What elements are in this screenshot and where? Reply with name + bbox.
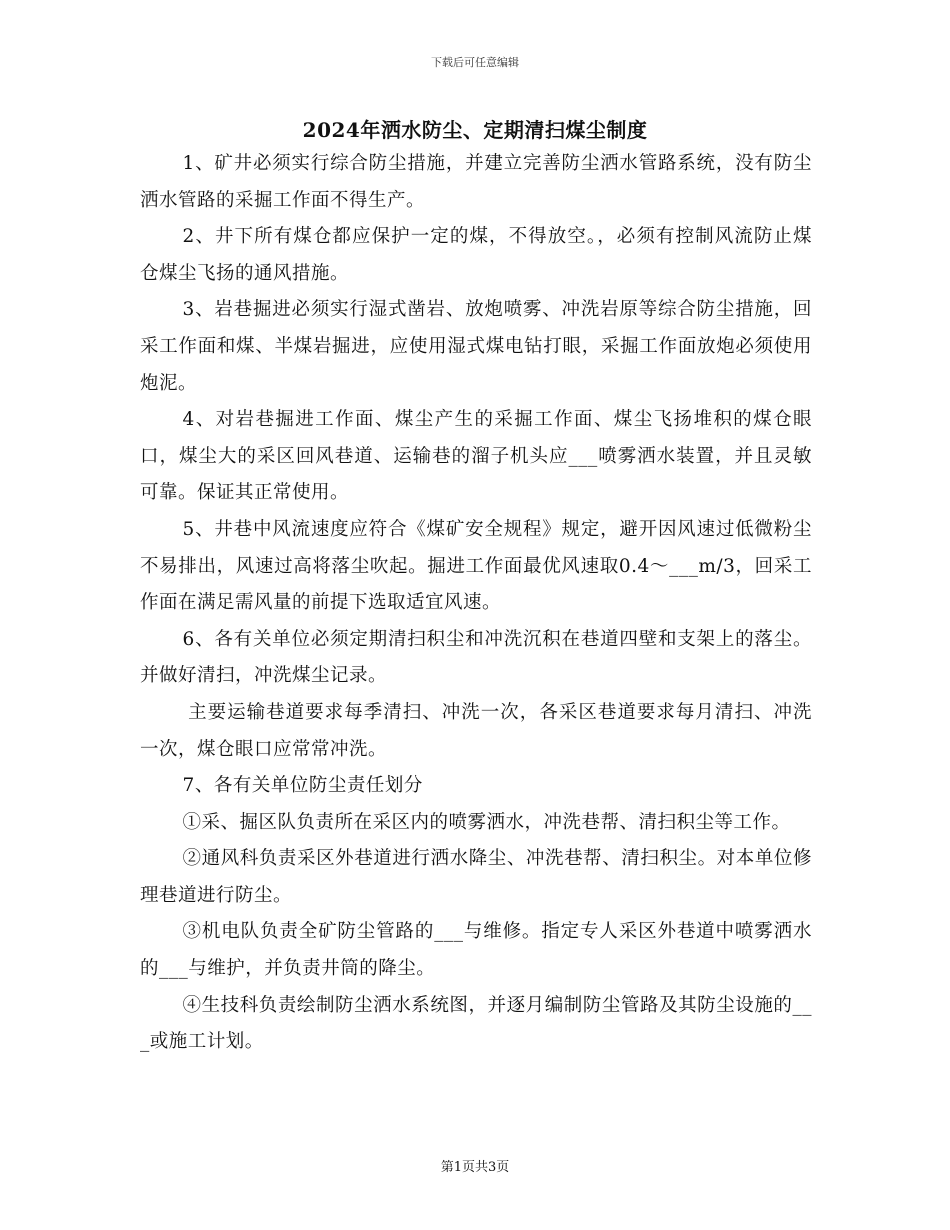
paragraph-duty-2: ②通风科负责采区外巷道进行洒水降尘、冲洗巷帮、清扫积尘。对本单位修理巷道进行防尘。 — [140, 848, 812, 906]
page-number: 第1页共3页 — [440, 1160, 510, 1175]
paragraph-6: 6、各有关单位必须定期清扫积尘和冲洗沉积在巷道四壁和支架上的落尘。并做好清扫，冲洗煤尘记录。 — [140, 628, 812, 687]
document-title: 2024年洒水防尘、定期清扫煤尘制度 — [302, 118, 648, 142]
paragraph-5: 5、井巷中风流速度应符合《煤矿安全规程》规定，避开因风速过低微粉尘不易排出，风速过高将落尘吹起。掘进工作面最优风速取0.4～___m/3，回采工作面在满足需风量的前提下选取适宜风速。 — [140, 518, 812, 614]
paragraph-duty-4: ④生技科负责绘制防尘洒水系统图，并逐月编制防尘管路及其防尘设施的___或施工计划。 — [140, 994, 812, 1053]
page-header-note: 下载后可任意编辑 — [431, 56, 519, 69]
paragraph-7: 7、各有关单位防尘责任划分 — [182, 775, 423, 797]
paragraph-1: 1、矿井必须实行综合防尘措施，并建立完善防尘洒水管路系统，没有防尘洒水管路的采掘工作面不得生产。 — [140, 153, 812, 211]
paragraph-transport-roadway: 主要运输巷道要求每季清扫、冲洗一次，各采区巷道要求每月清扫、冲洗一次，煤仓眼口应常常冲洗。 — [140, 701, 812, 760]
paragraph-4: 4、对岩巷掘进工作面、煤尘产生的采掘工作面、煤尘飞扬堆积的煤仓眼口，煤尘大的采区回风巷道、运输巷的溜子机头应___喷雾洒水装置，并且灵敏可靠。保证其正常使用。 — [140, 409, 812, 504]
paragraph-duty-1: ①采、掘区队负责所在采区内的喷雾洒水，冲洗巷帮、清扫积尘等工作。 — [182, 811, 791, 833]
document-body — [140, 146, 812, 1061]
paragraph-duty-3: ③机电队负责全矿防尘管路的___与维修。指定专人采区外巷道中喷雾洒水的___与维护，并负责井筒的降尘。 — [140, 921, 812, 980]
paragraph-3: 3、岩巷掘进必须实行湿式凿岩、放炮喷雾、冲洗岩原等综合防尘措施，回采工作面和煤、半煤岩掘进，应使用湿式煤电钻打眼，采掘工作面放炮必须使用炮泥。 — [140, 299, 812, 394]
paragraph-2: 2、井下所有煤仓都应保护一定的煤，不得放空。，必须有控制风流防止煤仓煤尘飞扬的通风措施。 — [140, 226, 812, 284]
